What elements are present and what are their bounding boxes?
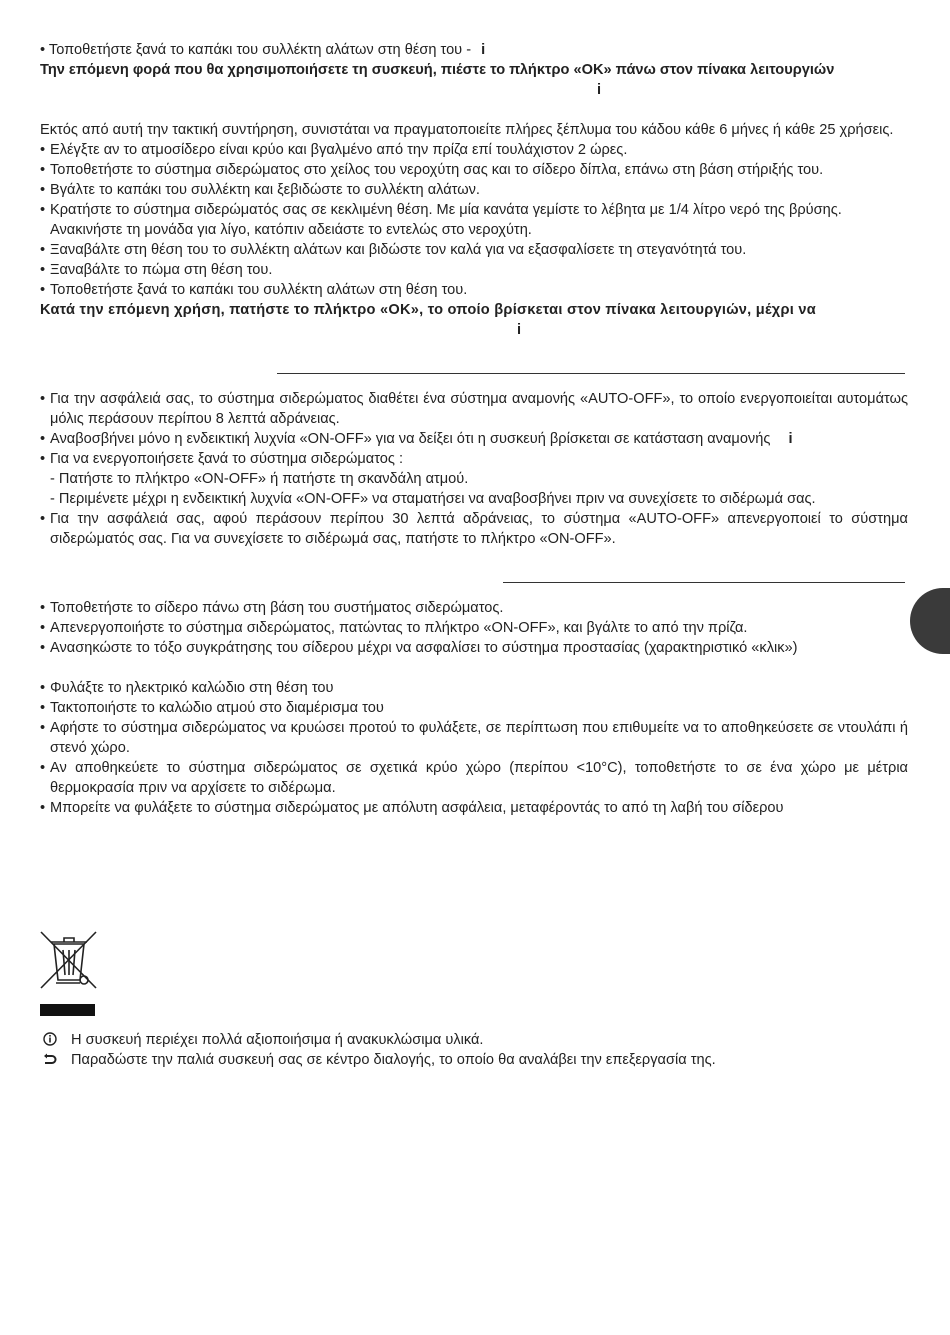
sub-item: - Πατήστε το πλήκτρο «ON-OFF» ή πατήστε τη σκανδάλη ατμού. [50, 471, 469, 487]
list-item: • Ελέγξτε αν το ατμοσίδερο είναι κρύο και βγαλμένο από την πρίζα επί τουλάχιστον 2 ώρες. [40, 140, 908, 160]
info-i-icon: i [481, 42, 486, 58]
block2-intro: Εκτός από αυτή την τακτική συντήρηση, συνιστάται να πραγματοποιείτε πλήρες ξέπλυμα του κάδου κάθε 6 μήνες ή κάθε 25 χρήσεις. [40, 122, 894, 138]
list-item: • Μπορείτε να φυλάξετε το σύστημα σιδερώματος με απόλυτη ασφάλεια, μεταφέροντάς το από τη λαβή του σίδερου [40, 798, 908, 818]
note-item: Η συσκευή περιέχει πολλά αξιοποιήσιμα ή ανακυκλώσιμα υλικά. [40, 1030, 908, 1050]
list-item: • Ξαναβάλτε στη θέση του το συλλέκτη αλάτων και βιδώστε τον καλά για να εξασφαλίσετε τη στεγανότητά του. [40, 240, 908, 260]
list-item: • Για την ασφάλειά σας, το σύστημα σιδερώματος διαθέτει ένα σύστημα αναμονής «AUTO-OFF», το οποίο ενεργοποιείται αυτομάτως μόλις περάσουν περίπου 8 λεπτά αδράνειας. [40, 389, 908, 429]
list-item: • Αν αποθηκεύετε το σύστημα σιδερώματος σε σχετικά κρύο χώρο (περίπου <10°C), τοποθετήστε το σε ένα χώρο με μέτρια θερμοκρασία πριν να αρχίσετε το σιδέρωμα. [40, 758, 908, 798]
sub-item: - Περιμένετε μέχρι η ενδεικτική λυχνία «ON-OFF» να σταματήσει να αναβοσβήνει πριν να συνεχίσετε το σιδέρωμά σας. [50, 491, 816, 507]
list-item: • Βγάλτε το καπάκι του συλλέκτη και ξεβιδώστε το συλλέκτη αλάτων. [40, 180, 908, 200]
list-item: • Φυλάξτε το ηλεκτρικό καλώδιο στη θέση του [40, 678, 908, 698]
block1-bold-line: Την επόμενη φορά που θα χρησιμοποιήσετε τη συσκευή, πιέστε το πλήκτρο «OK» πάνω στον πίνακα λειτουργιών [40, 62, 835, 78]
list-item: • Αναβοσβήνει μόνο η ενδεικτική λυχνία «ON-OFF» για να δείξει ότι η συσκευή βρίσκεται σε κατάσταση αναμονής i [40, 429, 908, 449]
info-i-icon: i [596, 82, 602, 98]
info-circle-icon [40, 1030, 60, 1050]
recycling-notes [40, 1030, 908, 1070]
block1-line: • Τοποθετήστε ξανά το καπάκι του συλλέκτη αλάτων στη θέση του - i [40, 42, 486, 58]
chapter-tab [910, 588, 950, 654]
weee-recycle-bin-icon [40, 930, 98, 1018]
arrow-icon [40, 1050, 60, 1070]
info-i-icon: i [788, 431, 793, 447]
list-item: • Ανασηκώστε το τόξο συγκράτησης του σίδερου μέχρι να ασφαλίσει το σύστημα προστασίας (χαρακτηριστικό «κλικ») [40, 638, 908, 658]
list-item: • Τοποθετήστε το σίδερο πάνω στη βάση του συστήματος σιδερώματος. [40, 598, 908, 618]
list-item: • Τακτοποιήστε το καλώδιο ατμού στο διαμέρισμα του [40, 698, 908, 718]
list-item: • Τοποθετήστε το σύστημα σιδερώματος στο χείλος του νεροχύτη σας και το σίδερο δίπλα, επάνω στη βάση στήριξής του. [40, 160, 908, 180]
list-item: • Αφήστε το σύστημα σιδερώματος να κρυώσει προτού το φυλάξετε, σε περίπτωση που επιθυμείτε να το αποθηκεύσετε σε ντουλάπι ή στενό χώρο. [40, 718, 908, 758]
list-item: • Για να ενεργοποιήσετε ξανά το σύστημα σιδερώματος : [40, 449, 908, 469]
block2-bold-line: Κατά την επόμενη χρήση, πατήστε το πλήκτρο «OK», το οποίο βρίσκεται στον πίνακα λειτουργιών, μέχρι να [40, 302, 816, 318]
list-item: • Απενεργοποιήστε το σύστημα σιδερώματος, πατώντας το πλήκτρο «ON-OFF», και βγάλτε το από την πρίζα. [40, 618, 908, 638]
info-i-icon: i [516, 322, 522, 338]
list-item: • Ξαναβάλτε το πώμα στη θέση του. [40, 260, 908, 280]
page-content [40, 40, 908, 818]
list-item: • Τοποθετήστε ξανά το καπάκι του συλλέκτη αλάτων στη θέση του. [40, 280, 908, 300]
list-item: • Για την ασφάλειά σας, αφού περάσουν περίπου 30 λεπτά αδράνειας, το σύστημα «AUTO-OFF» απενεργοποιεί το σύστημα σιδερώματός σας. Για να συνεχίσετε το σιδέρωμά σας, πατήστε το πλήκτρο «ON-OFF». [40, 509, 908, 549]
list-item-continuation: Ανακινήστε τη μονάδα για λίγο, κατόπιν αδειάστε το εντελώς στο νεροχύτη. [50, 222, 532, 238]
list-item: • Κρατήστε το σύστημα σιδερώματός σας σε κεκλιμένη θέση. Με μία κανάτα γεμίστε το λέβητα με 1/4 λίτρο νερό της βρύσης. [40, 200, 908, 220]
note-item: Παραδώστε την παλιά συσκευή σας σε κέντρο διαλογής, το οποίο θα αναλάβει την επεξεργασία της. [40, 1050, 908, 1070]
